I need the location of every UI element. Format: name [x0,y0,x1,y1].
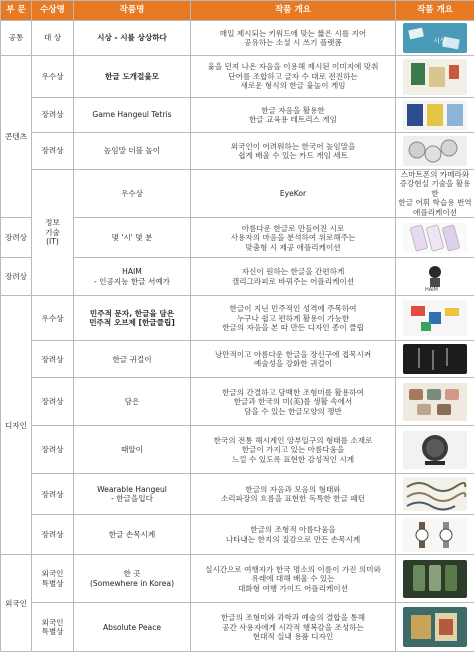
award-name: 대 상 [32,21,74,56]
header-award: 수상명 [32,1,74,21]
work-desc: 외국인이 어려워하는 한국어 높임말을 쉽게 배울 수 있는 카드 게임 세트 [191,133,396,170]
work-image [396,56,474,98]
work-image [396,341,474,378]
work-desc: 자신이 원하는 한글을 간편하게 캘리그라피로 바꿔주는 어플리케이션 [191,258,396,296]
category-content: 콘텐츠 [1,56,32,218]
work-title: 한글 도개걸윷모 [74,56,191,98]
work-desc: 한글의 조형적 아름다움을 나타내는 한지의 질감으로 만든 손목시계 [191,515,396,555]
work-title: Game Hangeul Tetris [74,98,191,133]
work-title: 몇 '시' 몇 분 [74,218,191,258]
thumb-label: HAIM [425,286,438,292]
award-name: 장려상 [32,98,74,133]
award-name: 장려상 [32,515,74,555]
work-desc: 한글의 간결하고 담백한 조형미를 활용하여 한글과 한국의 미(美)를 생활 속에서 담을 수 있는 한글모양의 쟁반 [191,378,396,426]
award-line: 외국인 특별상 [41,617,64,637]
work-desc: 실시간으로 여행자가 한국 명소의 이름이 가진 의미와 유래에 대해 배울 수 있는 대화형 여행 가이드 어플리케이션 [191,555,396,603]
table-row [1,426,474,474]
work-title: 민주적 문자, 한글을 담은 민주적 오브제 [한글클립] [74,296,191,341]
work-image [396,378,474,426]
header-row [1,1,474,21]
work-desc: 한글의 자음과 모음의 형태와 소리파장의 흐름을 표현한 독특한 한글 패턴 [191,474,396,515]
table-row [1,515,474,555]
header-category: 부 문 [1,1,32,21]
table-row [1,21,474,56]
travel-app-image [403,560,467,598]
table-row [1,56,474,98]
work-title: EyeKor [191,170,396,218]
award-name: 장려상 [32,378,74,426]
thumb-label: 시상 [433,37,447,45]
award-name [32,603,74,652]
tetris-game-image [403,100,467,130]
award-name: 장려상 [32,426,74,474]
award-name: 우수상 [32,56,74,98]
award-name: 우수상 [32,296,74,341]
work-desc: 한글 자음을 활용한 한글 교육용 테트리스 게임 [191,98,396,133]
interior-image [403,607,467,647]
category-design: 디자인 [1,296,32,555]
table-row [1,170,474,218]
table-row [1,341,474,378]
work-image [396,603,474,652]
category-public: 공통 [1,21,32,56]
award-line: 외국인 특별상 [41,569,64,588]
header-image: 작품 개요 [396,1,474,21]
work-image [396,515,474,555]
work-image [396,258,474,296]
work-title: 때알이 [74,426,191,474]
work-desc: 매일 제시되는 키워드에 맞는 짧은 시를 지어 공유하는 소셜 시 쓰기 플랫폼 [191,21,396,56]
award-name [32,555,74,603]
table-row [1,296,474,341]
award-name: 장려상 [32,341,74,378]
work-image [396,426,474,474]
work-desc: 낭만적이고 아름다운 한글을 장신구에 접목시켜 예술성을 강화한 귀걸이 [191,341,396,378]
header-title: 작품명 [74,1,191,21]
header-desc: 작품 개요 [191,1,396,21]
table-row [1,133,474,170]
yut-game-image [403,59,467,95]
work-desc: 한글이 지닌 민주적인 성격에 주목하여 누구나 쉽고 편하게 활용이 가능한 한글의 자음을 본 따 만든 디자인 종이 클립 [191,296,396,341]
table-row [1,555,474,603]
table-row [1,474,474,515]
work-title: 한글 손목시계 [74,515,191,555]
award-name: 장려상 [32,474,74,515]
award-name: 우수상 [74,170,191,218]
award-name: 장려상 [1,258,32,296]
clock-image [403,431,467,469]
poetry-app-image [403,23,467,53]
work-title: 담은 [74,378,191,426]
table-row [1,98,474,133]
table-row [1,378,474,426]
work-desc: 한글의 조형미와 과학과 예술의 결합을 통해 공간 사용자에게 시각적 행복감을 조성하는 현대적 실내 용품 디자인 [191,603,396,652]
poem-app-image [403,223,467,253]
haim-app-image [403,262,467,292]
category-foreign: 외국인 [1,555,32,652]
work-image [396,133,474,170]
wristwatch-image [403,518,467,552]
pattern-image [403,477,467,511]
table-row [1,603,474,652]
tray-image [403,383,467,421]
work-image [396,555,474,603]
work-title: HAIM - 인공지능 한글 서예가 [74,258,191,296]
work-image [396,474,474,515]
work-title: 높임말 더블 놀이 [74,133,191,170]
card-game-image [403,136,467,166]
work-title: 시상 - 시를 상상하다 [74,21,191,56]
award-name: 장려상 [1,218,32,258]
work-title: Wearable Hangeul - 한글을입다 [74,474,191,515]
work-image [396,21,474,56]
work-image [396,98,474,133]
earrings-image [403,344,467,374]
award-name: 장려상 [32,133,74,170]
work-title: 한글 귀걸이 [74,341,191,378]
category-it: 정보 기술 (IT) [32,170,74,296]
work-image [396,296,474,341]
work-image [396,218,474,258]
work-desc: 아름다운 한글로 만들어진 시로 사용자의 마음을 분석하여 위로해주는 맞춤형 시 제공 애플리케이션 [191,218,396,258]
work-desc: 한국의 전통 해시계인 앙부일구의 형태를 소재로 한글이 가지고 있는 아름다움을 느낄 수 있도록 표현한 감성적인 시계 [191,426,396,474]
work-desc: 윷을 던져 나온 자음을 이용해 제시된 이미지에 맞춰 단어를 조합하고 글자 수 대로 전진하는 새로운 형식의 한글 윷놀이 게임 [191,56,396,98]
work-title: 한 곳 (Somewhere in Korea) [74,555,191,603]
paper-clip-image [403,300,467,336]
work-title: Absolute Peace [74,603,191,652]
work-desc: 스마트폰의 카메라와 증강현실 기술을 활용한 한글 어휘 학습용 번역 애플리케이션 [396,170,474,218]
